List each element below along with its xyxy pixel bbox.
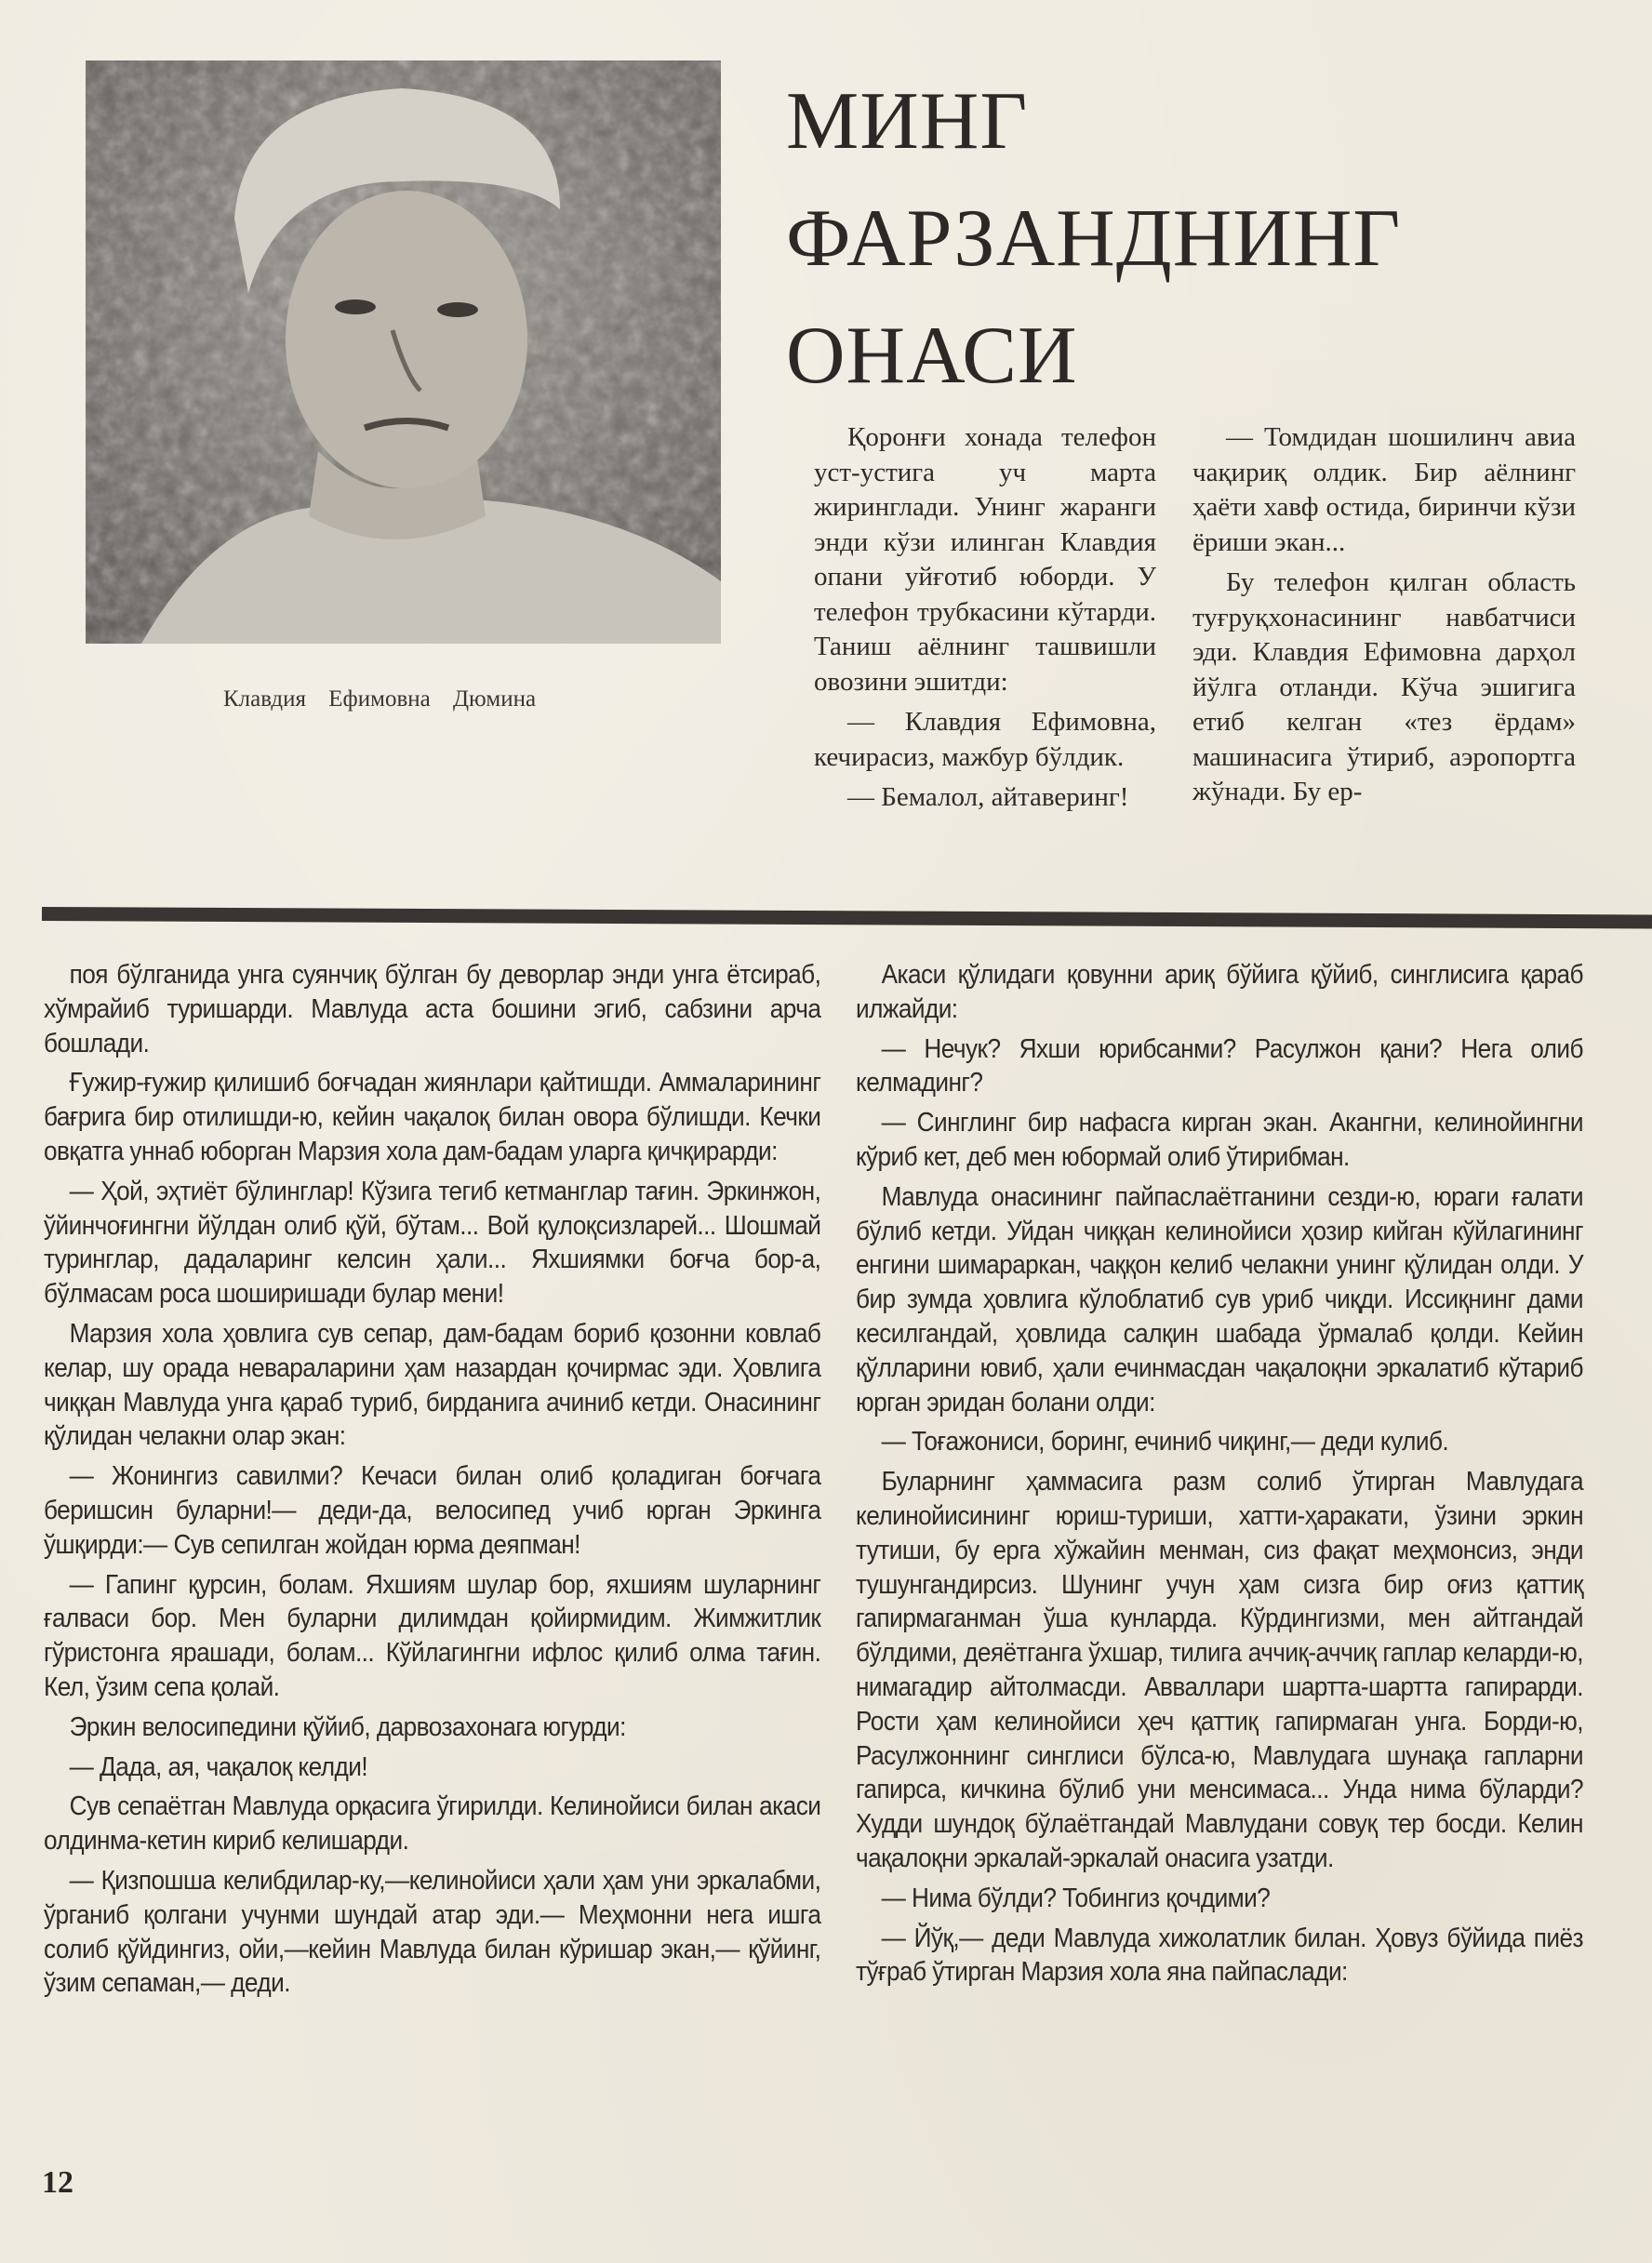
- paragraph: — Ҳой, эҳтиёт бўлинглар! Кўзига тегиб кетманглар тағин. Эркинжон, ўйинчоғингни йўлдан олиб қўй, бўтам... Вой қулоқсизларей... Шошмай туринглар, дадаларинг келсин ҳали... Яхшиямки боғча бор-а, бўлмасам роса шоширишади булар мени!: [44, 1176, 821, 1310]
- paragraph: — Жонингиз савилми? Кечаси билан олиб қоладиган боғчага беришсин буларни!— деди-да, велосипед учиб юрган Эркинга ўшқирди:— Сув сепилган жойдан юрма деяпман!: [44, 1461, 821, 1560]
- paragraph: — Бемалол, айтаверинг!: [847, 782, 1129, 812]
- article-title: [786, 63, 1605, 415]
- photo-caption: Клавдия Ефимовна Дюмина: [223, 686, 537, 712]
- portrait-photo: [86, 60, 721, 644]
- paragraph: — Дада, ая, чақалоқ келди!: [69, 1751, 368, 1782]
- paragraph: Сув сепаётган Мавлуда орқасига ўгирилди. Келинойиси билан акаси олдинма-кетин кириб келишарди.: [44, 1791, 821, 1857]
- title-line: МИНГ: [786, 76, 1029, 166]
- title-line: ОНАСИ: [786, 311, 1078, 401]
- paragraph: — Томдидан шошилинч авиа чақириқ олдик. Бир аёлнинг ҳаёти хавф остида, биринчи кўзи ёриши экан...: [1192, 422, 1576, 557]
- intro-column-2: [1192, 420, 1576, 810]
- paragraph: — Нима бўлди? Тобингиз қочдими?: [881, 1883, 1271, 1913]
- paragraph: — Тоғажониси, боринг, ечиниб чиқинг,— деди кулиб.: [881, 1427, 1449, 1458]
- paragraph: Ғужир-ғужир қилишиб боғчадан жиянлари қайтишди. Аммаларининг бағрига бир отилишди-ю, кейин чақалоқ билан овора бўлишди. Кечки овқатга уннаб юборган Марзия хола дам-бадам уларга қичқирарди:: [44, 1068, 821, 1166]
- paragraph: Буларнинг ҳаммасига разм солиб ўтирган Мавлудага келинойисининг юриш-туриши, хатти-ҳаракати, ўзини эркин тутиши, бу ерга хўжайин менман, сиз фақат меҳмонсиз, энди тушунгандирсиз. Шунинг учун ҳам сизга бир оғиз қаттиқ гапирмаганман ўша кунларда. Кўрдингизми, мен айтгандай бўлдими, деяётганга ўхшар, тилига аччиқ-аччиқ гаплар келарди-ю, нимагадир айтолмасди. Авваллари шартта-шартта гапирарди. Рости ҳам келинойиси ҳеч қаттиқ гапирмаган унга. Борди-ю, Расулжоннинг синглиси бўлса-ю, Мавлудага шунақа гапларни гапирса, кичкина бўлиб уни менсимаса... Унда нима бўларди? Худди шундоқ бўлаётгандай Мавлудани совуқ тер босди. Келин чақалоқни эркалай-эркалай онасига узатди.: [856, 1467, 1583, 1873]
- paragraph: Акаси қўлидаги қовунни ариқ бўйига қўйиб, синглисига қараб илжайди:: [856, 960, 1583, 1024]
- paragraph: Мавлуда онасининг пайпаслаётганини сезди-ю, юраги ғалати бўлиб кетди. Уйдан чиққан келинойиси ҳозир кийган кўйлагининг енгини шимараркан, чаққон келиб челакни унинг қўлидан олди. У бир зумда ҳовлига кўлоблатиб сув уриб чиқди. Иссиқнинг дами кесилгандай, ҳовлида салқин шабада ўрмалаб қолди. Кейин қўлларини ювиб, ҳали ечинмасдан чақалоқни эркалатиб кўтариб юрган эридан болани олди:: [856, 1181, 1583, 1418]
- page-number: 12: [42, 2165, 73, 2200]
- paragraph: Бу телефон қилган область туғруқхонасининг навбатчиси эди. Клавдия Ефимовна дарҳол йўлга отланди. Кўча эшигига етиб келган «тез ёрдам» машинасига ўтириб, аэропортга жўнади. Бу ер-: [1192, 567, 1576, 806]
- portrait-image: [86, 60, 721, 644]
- paragraph: Қоронғи хонада телефон уст-устига уч марта жиринглади. Унинг жаранги энди кўзи илинган Клавдия опани уйғотиб юборди. У телефон трубкасини кўтарди. Таниш аёлнинг ташвишли овозини эшитди:: [814, 422, 1156, 697]
- section-divider: [42, 907, 1652, 928]
- story-column-right: [856, 958, 1583, 1990]
- title-line: ФАРЗАНДНИНГ: [786, 193, 1402, 284]
- paragraph: — Клавдия Ефимовна, кечирасиз, мажбур бўлдик.: [814, 707, 1156, 772]
- paragraph: Эркин велосипедини қўйиб, дарвозахонага югурди:: [69, 1711, 626, 1742]
- paragraph: Марзия хола ҳовлига сув сепар, дам-бадам бориб қозонни ковлаб келар, шу орада невараларини ҳам назардан қочирмас эди. Ҳовлига чиққан Мавлуда унга қараб туриб, бирданига ачиниб кетди. Онасининг қўлидан челакни олар экан:: [44, 1318, 821, 1452]
- story-column-left: [44, 958, 820, 2001]
- paragraph: — Йўқ,— деди Мавлуда хижолатлик билан. Ҳовуз бўйида пиёз тўғраб ўтирган Марзия хола яна пайпаслади:: [856, 1923, 1583, 1988]
- paragraph: — Қизпошша келибдилар-ку,—келинойиси ҳали ҳам уни эркалабми, ўрганиб қолгани учунми шундай атар эди.— Меҳмонни нега ишга солиб қўйдингиз, ойи,—кейин Мавлуда билан кўришар экан,— қўйинг, ўзим сепаман,— деди.: [44, 1865, 821, 1999]
- paragraph: — Синглинг бир нафасга кирган экан. Акангни, келинойингни кўриб кет, деб мен юбормай олиб ўтирибман.: [856, 1108, 1583, 1172]
- paragraph: поя бўлганида унга суянчиқ бўлган бу деворлар энди унга ётсираб, хўмрайиб туришарди. Мавлуда аста бошини эгиб, сабзини арча бошлади.: [44, 960, 821, 1058]
- paragraph: — Нечук? Яхши юрибсанми? Расулжон қани? Нега олиб келмадинг?: [856, 1033, 1583, 1098]
- intro-column-1: [814, 420, 1156, 816]
- paragraph: — Гапинг қурсин, болам. Яхшиям шулар бор, яхшиям шуларнинг ғалваси бор. Мен буларни дилимдан қойирмидим. Жимжитлик гўристонга ярашади, болам... Кўйлагингни ифлос қилиб олма тағин. Кел, ўзим сепа қолай.: [44, 1569, 821, 1702]
